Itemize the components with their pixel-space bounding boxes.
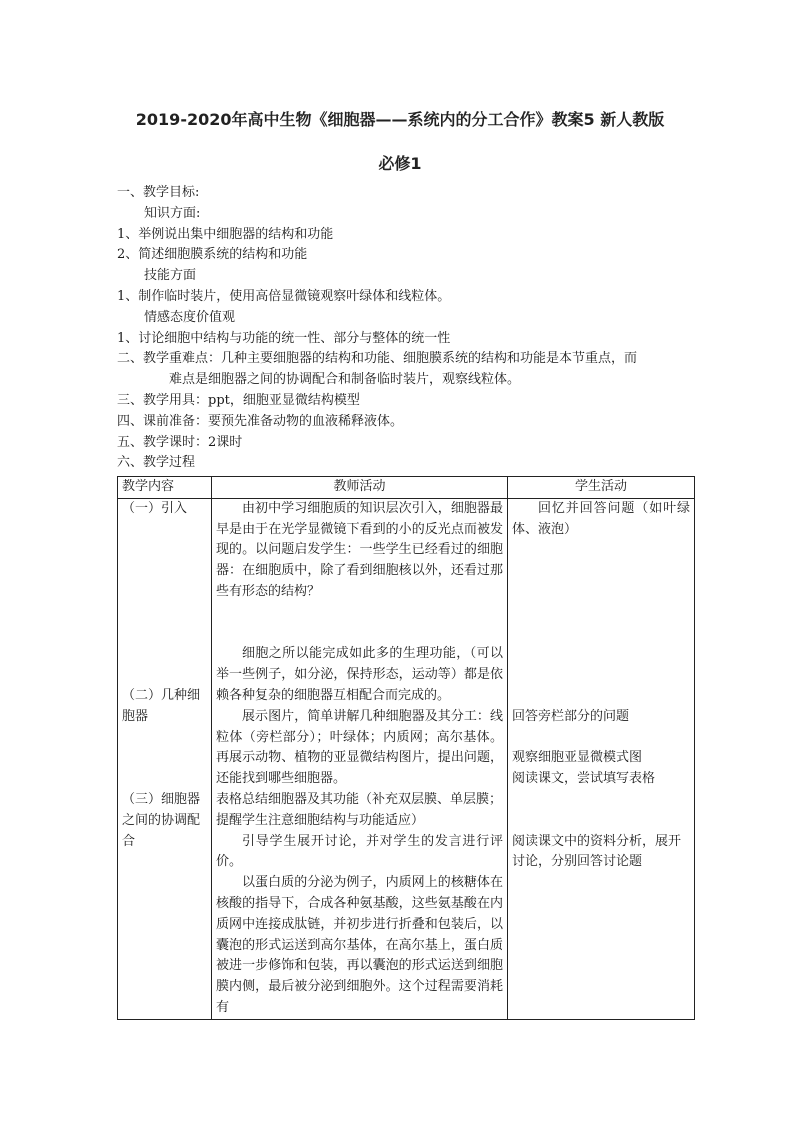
blank-line [122, 624, 207, 645]
teacher-activity-paragraph: 展示图片，简单讲解几种细胞器及其分工：线粒体（旁栏部分）；叶绿体；内质网；高尔基体。再展示动物、植物的亚显微结构图片，提出问题，还能找到哪些细胞器。 [216, 708, 503, 787]
document-title-line-2: 必修1 [378, 154, 422, 173]
header-student-activity: 学生活动 [508, 477, 695, 499]
teaching-content-cell [118, 498, 212, 1019]
table-header-row [118, 477, 695, 499]
blank-line [122, 603, 207, 624]
outline-line: 情感态度价值观 [144, 309, 236, 325]
blank-line [122, 665, 207, 686]
blank-line [122, 582, 207, 603]
header-teaching-content: 教学内容 [118, 477, 212, 499]
blank-line [512, 582, 690, 603]
student-activity-paragraph: 回答旁栏部分的问题 [512, 708, 630, 724]
blank-line [512, 790, 690, 811]
teacher-activity-paragraph: 引导学生展开讨论，并对学生的发言进行评价。 [216, 833, 503, 870]
blank-line [512, 561, 690, 582]
content-section-label: （三）细胞器之间的协调配合 [122, 791, 201, 849]
blank-line [512, 644, 690, 665]
table-body-row [118, 498, 695, 1019]
student-activity-cell [508, 498, 695, 1019]
content-section-label: （一）引入 [122, 500, 188, 516]
teacher-activity-paragraph: 表格总结细胞器及其功能（补充双层膜、单层膜；提醒学生注意细胞结构与功能适应） [216, 791, 503, 828]
teacher-activity-paragraph: 细胞之所以能完成如此多的生理功能，（可以举一些例子，如分泌，保持形态，运动等）都是依赖各种复杂的细胞器互相配合而完成的。 [216, 646, 503, 703]
outline-line: 难点是细胞器之间的协调配合和制备临时装片，观察线粒体。 [169, 372, 521, 388]
document-title-line-1: 2019-2020年高中生物《细胞器——系统内的分工合作》教案5 新人教版 [135, 110, 665, 129]
outline-line: 六、教学过程 [117, 455, 196, 471]
outline-line: 二、教学重难点：几种主要细胞器的结构和功能、细胞膜系统的结构和功能是本节重点，而 [117, 351, 638, 367]
blank-line [122, 728, 207, 749]
blank-line [512, 624, 690, 645]
student-activity-paragraph: 观察细胞亚显微模式图 [512, 750, 643, 766]
blank-line [122, 561, 207, 582]
outline-line: 四、课前准备：要预先准备动物的血液稀释液体。 [117, 413, 404, 429]
outline-line: 2、简述细胞膜系统的结构和功能 [117, 247, 308, 263]
blank-line [512, 728, 690, 749]
blank-line [122, 748, 207, 769]
outline-line: 知识方面: [144, 205, 201, 221]
teacher-activity-cell [212, 498, 508, 1019]
outline-line: 1、举例说出集中细胞器的结构和功能 [117, 226, 334, 242]
outline-line: 1、制作临时装片，使用高倍显微镜观察叶绿体和线粒体。 [117, 288, 451, 304]
blank-line [216, 603, 503, 624]
blank-line [122, 540, 207, 561]
header-teacher-activity: 教师活动 [212, 477, 508, 499]
blank-line [216, 624, 503, 645]
blank-line [512, 811, 690, 832]
blank-line [512, 540, 690, 561]
teaching-process-table [117, 476, 695, 1020]
outline-line: 五、教学课时：2课时 [117, 434, 243, 450]
blank-line [512, 603, 690, 624]
blank-line [122, 769, 207, 790]
blank-line [122, 644, 207, 665]
outline-line: 三、教学用具：ppt，细胞亚显微结构模型 [117, 392, 360, 408]
outline-line: 一、教学目标: [117, 185, 200, 200]
blank-line [122, 520, 207, 541]
lesson-outline [117, 183, 717, 474]
content-section-label: （二）几种细胞器 [122, 687, 201, 724]
blank-line [512, 665, 690, 686]
teacher-activity-paragraph: 由初中学习细胞质的知识层次引入，细胞器最早是由于在光学显微镜下看到的小的反光点而被发现的。以问题启发学生：一些学生已经看过的细胞器：在细胞质中，除了看到细胞核以外，还看过那些有形态的结构？ [216, 500, 503, 599]
student-activity-paragraph: 回忆并回答问题（如叶绿体、液泡） [512, 500, 690, 537]
teacher-activity-paragraph: 以蛋白质的分泌为例子，内质网上的核糖体在核酸的指导下，合成各种氨基酸，这些氨基酸在内质网中连接成肽链，并初步进行折叠和包装后，以囊泡的形式运送到高尔基体，在高尔基上，蛋白质被进一步修饰和包装，再以囊泡的形式运送到细胞膜内侧，最后被分泌到细胞外。这个过程需要消耗有 [216, 875, 503, 1015]
blank-line [512, 686, 690, 707]
student-activity-paragraph: 阅读课文，尝试填写表格 [512, 771, 656, 787]
outline-line: 1、讨论细胞中结构与功能的统一性、部分与整体的统一性 [117, 330, 451, 346]
student-activity-paragraph: 阅读课文中的资料分析，展开讨论，分别回答讨论题 [512, 833, 682, 870]
outline-line: 技能方面 [144, 268, 197, 284]
